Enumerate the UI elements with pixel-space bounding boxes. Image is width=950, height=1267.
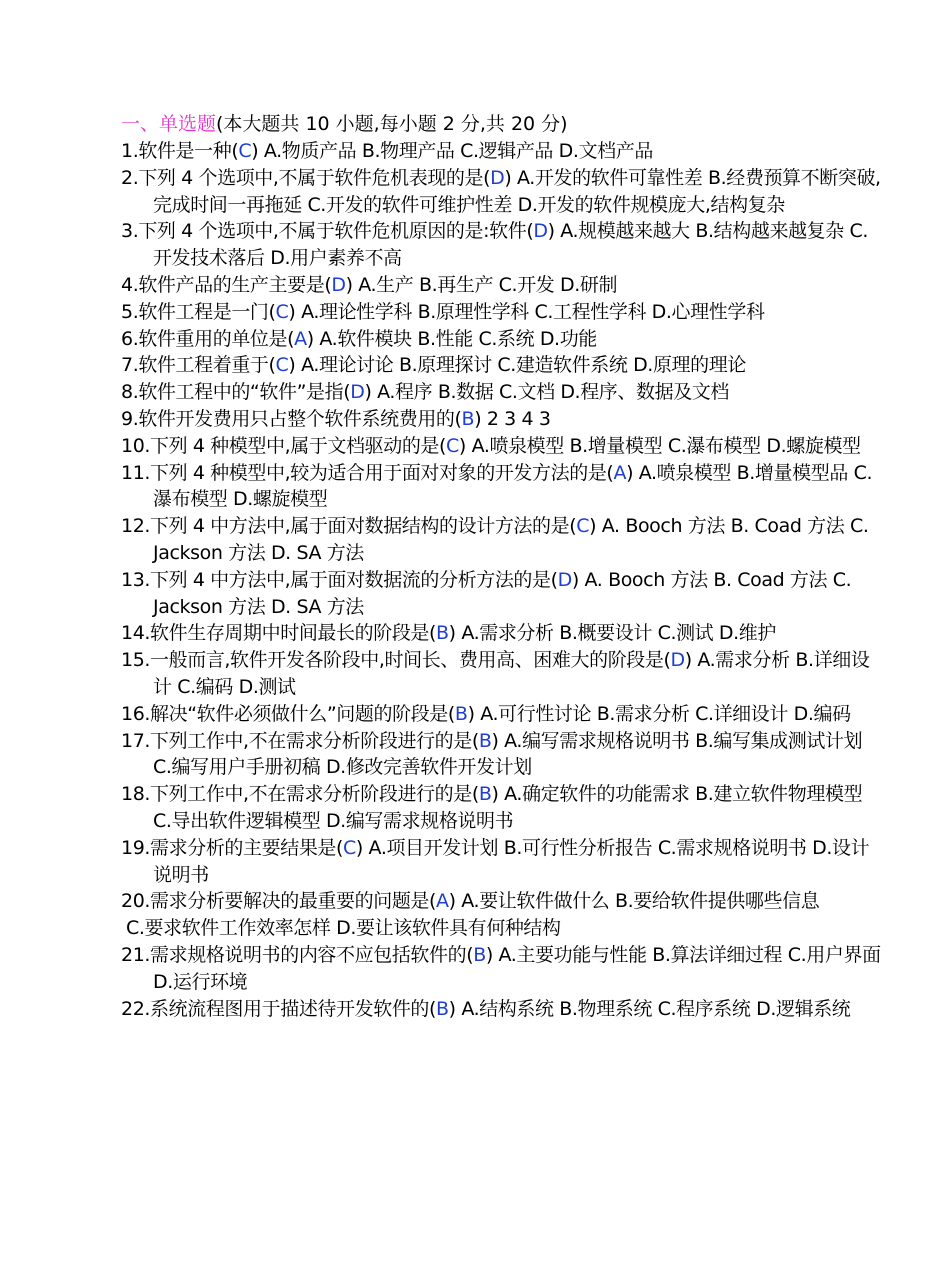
section-heading (121, 111, 881, 138)
question-stem: 15.一般而言,软件开发各阶段中,时间长、费用高、困难大的阶段是( (121, 649, 671, 672)
question-options: ) A.项目开发计划 B.可行性分析报告 C.需求规格说明书 D.设计说明书 (153, 836, 870, 886)
question-item (121, 567, 881, 621)
answer-letter: B (473, 943, 486, 966)
question-stem: 5.软件工程是一门( (121, 300, 276, 323)
question-item (121, 647, 881, 701)
question-options: ) A.可行性讨论 B.需求分析 C.详细设计 D.编码 (467, 702, 851, 725)
answer-letter: C (343, 836, 356, 859)
answer-letter: C (275, 354, 289, 377)
question-item (121, 406, 881, 433)
question-item (121, 433, 881, 460)
question-stem: 9.软件开发费用只占整个软件系统费用的( (121, 407, 462, 430)
document-page (121, 111, 881, 1022)
question-options: ) A.理论讨论 B.原理探讨 C.建造软件系统 D.原理的理论 (288, 354, 746, 377)
answer-letter: B (461, 407, 475, 430)
question-options: ) A.生产 B.再生产 C.开发 D.研制 (345, 273, 618, 296)
question-stem: 22.系统流程图用于描述待开发软件的( (121, 997, 437, 1020)
question-stem: 13.下列 4 中方法中,属于面对数据流的分析方法的是( (121, 568, 558, 591)
question-item (121, 701, 881, 728)
question-item (121, 513, 881, 567)
question-stem: 14.软件生存周期中时间最长的阶段是( (121, 622, 437, 645)
question-item (121, 299, 881, 326)
question-options: ) 2 3 4 3 (474, 407, 551, 430)
question-stem: 8.软件工程中的“软件”是指( (121, 381, 351, 404)
question-options: ) A.结构系统 B.物理系统 C.程序系统 D.逻辑系统 (448, 997, 851, 1020)
question-options: ) A.理论性学科 B.原理性学科 C.工程性学科 D.心理性学科 (288, 300, 765, 323)
question-stem: 20.需求分析要解决的最重要的问题是( (121, 890, 437, 913)
answer-letter: B (436, 997, 449, 1020)
answer-letter: C (446, 434, 459, 457)
answer-letter: D (490, 166, 505, 189)
question-stem: 18.下列工作中,不在需求分析阶段进行的是( (121, 783, 479, 806)
question-stem: 6.软件重用的单位是( (121, 327, 295, 350)
question-item (121, 942, 881, 996)
answer-letter: A (436, 890, 449, 913)
section-heading-note: (本大题共 10 小题,每小题 2 分,共 20 分) (216, 113, 568, 135)
question-item (121, 620, 881, 647)
question-options: ) A.需求分析 B.详细设计 C.编码 D.测试 (153, 649, 870, 698)
question-stem: 2.下列 4 个选项中,不属于软件危机表现的是( (121, 166, 491, 189)
question-stem: 4.软件产品的生产主要是( (121, 273, 332, 296)
question-item (121, 272, 881, 299)
question-list (121, 138, 881, 1022)
question-stem: 19.需求分析的主要结果是( (121, 836, 344, 859)
question-options: ) A.程序 B.数据 C.文档 D.程序、数据及文档 (364, 381, 729, 404)
question-options: ) A.需求分析 B.概要设计 C.测试 D.维护 (448, 622, 776, 645)
question-stem: 11.下列 4 种模型中,较为适合用于面对对象的开发方法的是( (121, 461, 614, 484)
question-options: ) A.喷泉模型 B.增量模型品 C.瀑布模型 D.螺旋模型 (153, 461, 873, 511)
question-item (121, 728, 881, 782)
answer-letter: B (436, 622, 449, 645)
question-item (121, 460, 881, 514)
answer-letter: C (576, 515, 590, 538)
question-stem: 10.下列 4 种模型中,属于文档驱动的是( (121, 434, 447, 457)
question-options: ) A.物质产品 B.物理产品 C.逻辑产品 D.文档产品 (251, 140, 653, 162)
question-stem: 17.下列工作中,不在需求分析阶段进行的是( (121, 729, 479, 752)
answer-letter: D (331, 273, 346, 296)
question-options: ) A.确定软件的功能需求 B.建立软件物理模型 C.导出软件逻辑模型 D.编写需求规格说明书 (153, 783, 863, 832)
question-item (121, 165, 881, 219)
question-options: ) A.喷泉模型 B.增量模型 C.瀑布模型 D.螺旋模型 (458, 434, 861, 457)
question-item (121, 138, 881, 165)
question-item (121, 996, 881, 1023)
question-stem: 7.软件工程着重于( (121, 354, 276, 377)
question-options: ) A.要让软件做什么 B.要给软件提供哪些信息 (448, 890, 820, 913)
question-item (121, 781, 881, 835)
question-options: ) A.编写需求规格说明书 B.编写集成测试计划 C.编写用户手册初稿 D.修改完善软件开发计划 (153, 729, 863, 779)
answer-letter: B (454, 702, 468, 725)
answer-letter: D (533, 220, 548, 243)
question-item (121, 218, 881, 272)
question-stem: 12.下列 4 中方法中,属于面对数据结构的设计方法的是( (121, 515, 577, 538)
question-options: ) A. Booch 方法 B. Coad 方法 C. Jackson 方法 D. SA 方法 (153, 568, 852, 618)
question-stem: 21.需求规格说明书的内容不应包括软件的( (121, 943, 474, 966)
answer-letter: B (478, 783, 492, 806)
question-stem: 1.软件是一种( (121, 140, 239, 162)
question-item (121, 835, 881, 889)
answer-letter: A (613, 461, 627, 484)
answer-letter: D (350, 381, 365, 404)
answer-letter: A (294, 327, 307, 350)
question-continuation: C.要求软件工作效率怎样 D.要让该软件具有何种结构 (126, 917, 561, 940)
question-options: ) A.开发的软件可靠性差 B.经费预算不断突破,完成时间一再拖延 C.开发的软件可维护性差 D.开发的软件规模庞大,结构复杂 (153, 166, 881, 216)
question-stem: 16.解决“软件必须做什么”问题的阶段是( (121, 702, 455, 725)
question-item (121, 352, 881, 379)
answer-letter: D (670, 649, 685, 672)
answer-letter: C (275, 300, 289, 323)
answer-letter: C (238, 140, 252, 162)
question-options: ) A. Booch 方法 B. Coad 方法 C. Jackson 方法 D. SA 方法 (153, 515, 869, 564)
answer-letter: D (557, 568, 572, 591)
question-options: ) A.主要功能与性能 B.算法详细过程 C.用户界面 D.运行环境 (153, 943, 881, 993)
question-item (121, 379, 881, 406)
question-item (121, 888, 881, 915)
answer-letter: B (478, 729, 492, 752)
question-item (121, 326, 881, 353)
question-options: ) A.规模越来越大 B.结构越来越复杂 C.开发技术落后 D.用户素养不高 (153, 220, 869, 270)
section-heading-highlight: 一、单选题 (121, 113, 217, 135)
question-stem: 3.下列 4 个选项中,不属于软件危机原因的是:软件( (121, 220, 534, 243)
question-options: ) A.软件模块 B.性能 C.系统 D.功能 (306, 327, 597, 350)
